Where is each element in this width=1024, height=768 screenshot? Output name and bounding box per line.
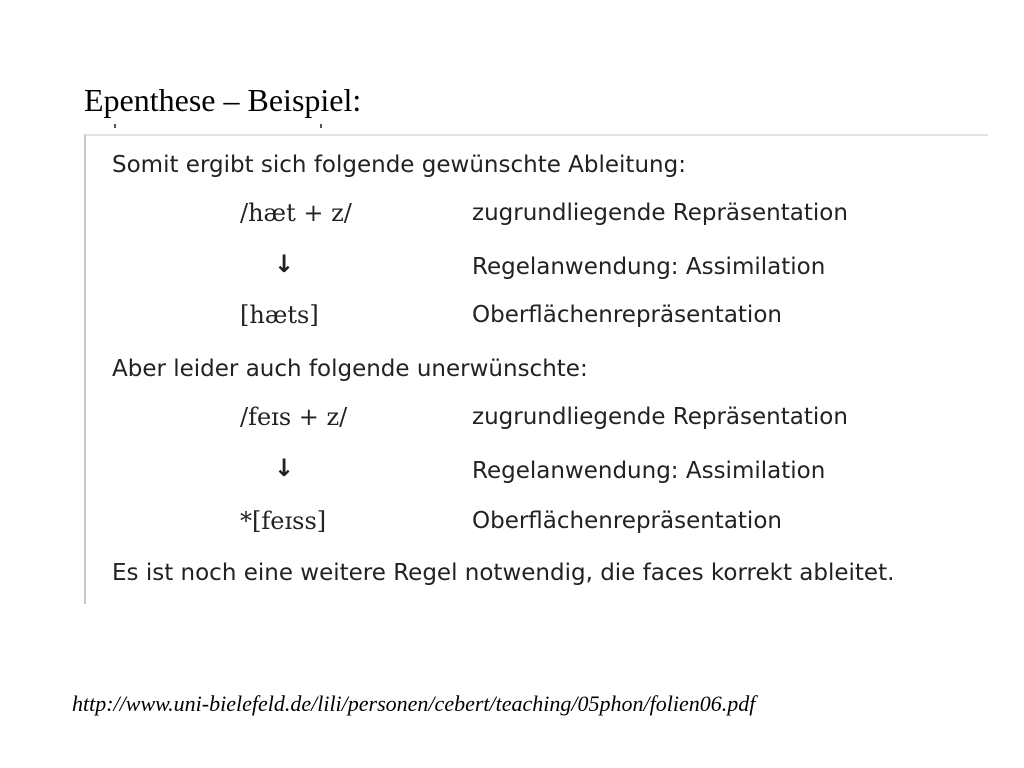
desired-arrow-down-icon: ↓ <box>274 250 295 278</box>
desired-surface-label: Oberflächenrepräsentation <box>472 302 782 328</box>
undesired-underlying-label: zugrundliegende Repräsentation <box>472 404 848 430</box>
conclusion-text: Es ist noch eine weitere Regel notwendig, die faces korrekt ableitet. <box>112 560 895 586</box>
desired-underlying-label: zugrundliegende Repräsentation <box>472 200 848 226</box>
undesired-arrow-down-icon: ↓ <box>274 454 295 482</box>
slide-title: Epenthese – Beispiel: <box>84 82 362 118</box>
scan-artifact <box>114 124 324 130</box>
undesired-rule-label: Regelanwendung: Assimilation <box>472 458 826 484</box>
intro-desired-text: Somit ergibt sich folgende gewünschte Ableitung: <box>112 152 686 178</box>
desired-rule-label: Regelanwendung: Assimilation <box>472 254 826 280</box>
desired-underlying-form: /hæt + z/ <box>240 199 352 227</box>
undesired-surface-form: *[feɪss] <box>240 507 327 535</box>
intro-undesired-text: Aber leider auch folgende unerwünschte: <box>112 356 588 382</box>
desired-surface-form: [hæts] <box>240 301 319 329</box>
undesired-underlying-form: /feɪs + z/ <box>240 403 348 431</box>
embedded-slide-image <box>84 134 988 604</box>
source-url: http://www.uni-bielefeld.de/lili/personen/cebert/teaching/05phon/folien06.pdf <box>72 691 756 716</box>
undesired-surface-label: Oberflächenrepräsentation <box>472 508 782 534</box>
